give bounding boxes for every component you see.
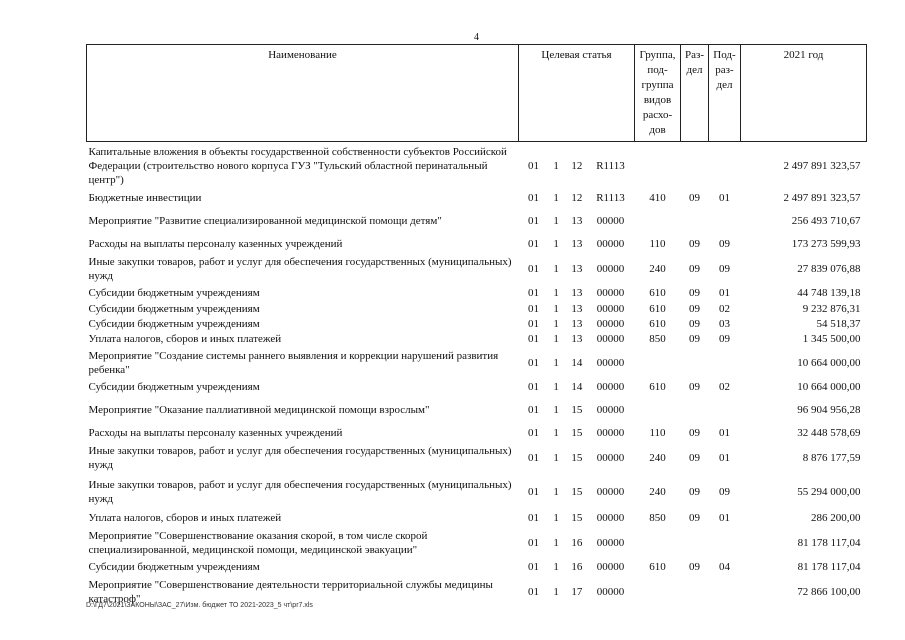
row-amount: 81 178 117,04 bbox=[797, 561, 861, 573]
target-code-direction: 00000 bbox=[596, 586, 625, 598]
table-row bbox=[87, 302, 867, 317]
row-target-article bbox=[519, 190, 635, 207]
row-section: 09 bbox=[689, 238, 700, 250]
target-code-program: 01 bbox=[528, 561, 539, 573]
row-target-article bbox=[519, 302, 635, 317]
target-code-direction: 00000 bbox=[596, 215, 625, 227]
target-code-program: 01 bbox=[528, 287, 539, 299]
row-target-article bbox=[519, 317, 635, 332]
row-name: Субсидии бюджетным учреждениям bbox=[88, 287, 260, 299]
row-subsection: 02 bbox=[719, 381, 730, 393]
row-target-article bbox=[519, 510, 635, 527]
row-expense-group: 110 bbox=[649, 238, 666, 250]
row-name: Мероприятие "Совершенствование оказания скорой, в том числе скорой специализированной, медицинской помощи, медицинской эвакуации" bbox=[88, 529, 428, 556]
table-row bbox=[87, 347, 867, 379]
row-expense-group bbox=[635, 527, 681, 559]
target-code-program: 01 bbox=[528, 333, 539, 345]
target-code-program: 01 bbox=[528, 485, 539, 498]
target-code-item: 16 bbox=[571, 536, 583, 549]
row-section: 09 bbox=[689, 333, 700, 345]
row-subsection: 09 bbox=[719, 333, 730, 345]
target-code-program: 01 bbox=[528, 159, 539, 172]
target-code-direction: 00000 bbox=[596, 262, 625, 275]
row-subsection bbox=[709, 142, 741, 190]
target-code-program: 01 bbox=[528, 262, 539, 275]
row-section: 09 bbox=[689, 192, 700, 204]
target-code-program: 01 bbox=[528, 238, 539, 250]
table-row bbox=[87, 510, 867, 527]
target-code-item: 16 bbox=[571, 561, 583, 573]
target-code-subprogram: 1 bbox=[553, 303, 559, 315]
row-subsection: 09 bbox=[719, 485, 730, 498]
target-code-subprogram: 1 bbox=[553, 159, 559, 172]
row-target-article bbox=[519, 236, 635, 253]
row-amount: 32 448 578,69 bbox=[797, 427, 861, 439]
target-code-direction: R1113 bbox=[596, 159, 625, 172]
budget-table bbox=[86, 44, 867, 609]
target-code-direction: 00000 bbox=[596, 287, 625, 299]
target-code-direction: 00000 bbox=[596, 356, 625, 369]
target-code-program: 01 bbox=[528, 356, 539, 369]
row-subsection: 01 bbox=[719, 192, 730, 204]
row-target-article bbox=[519, 559, 635, 576]
target-code-subprogram: 1 bbox=[553, 262, 559, 275]
target-code-direction: 00000 bbox=[596, 561, 625, 573]
row-amount: 81 178 117,04 bbox=[797, 536, 861, 549]
target-code-program: 01 bbox=[528, 404, 539, 416]
row-subsection: 01 bbox=[719, 427, 730, 439]
row-expense-group: 610 bbox=[649, 287, 666, 299]
target-code-item: 13 bbox=[571, 287, 583, 299]
row-expense-group: 240 bbox=[649, 451, 666, 464]
row-amount: 54 518,37 bbox=[816, 318, 861, 330]
target-code-direction: 00000 bbox=[596, 318, 625, 330]
target-code-item: 15 bbox=[571, 512, 583, 524]
row-section: 09 bbox=[689, 485, 700, 498]
row-name: Мероприятие "Оказание паллиативной медицинской помощи взрослым" bbox=[88, 404, 430, 416]
row-name: Капитальные вложения в объекты государственной собственности субъектов Российской Федерации (строительство нового корпуса ГУЗ "Тульский областной перинатальный центр") bbox=[88, 145, 507, 186]
row-section: 09 bbox=[689, 561, 700, 573]
table-row bbox=[87, 474, 867, 510]
row-expense-group bbox=[635, 207, 681, 236]
table-row bbox=[87, 253, 867, 285]
row-target-article bbox=[519, 442, 635, 474]
target-code-direction: 00000 bbox=[596, 303, 625, 315]
row-target-article bbox=[519, 474, 635, 510]
row-expense-group: 610 bbox=[649, 303, 666, 315]
row-subsection: 01 bbox=[719, 287, 730, 299]
row-amount: 286 200,00 bbox=[811, 512, 861, 524]
target-code-subprogram: 1 bbox=[553, 561, 559, 573]
row-expense-group bbox=[635, 142, 681, 190]
row-section bbox=[681, 527, 709, 559]
row-amount: 44 748 139,18 bbox=[797, 287, 861, 299]
row-target-article bbox=[519, 396, 635, 425]
row-name: Субсидии бюджетным учреждениям bbox=[88, 303, 260, 315]
target-code-program: 01 bbox=[528, 512, 539, 524]
row-amount: 10 664 000,00 bbox=[797, 381, 861, 393]
table-row bbox=[87, 332, 867, 347]
target-code-subprogram: 1 bbox=[553, 333, 559, 345]
row-section bbox=[681, 142, 709, 190]
row-amount: 8 876 177,59 bbox=[802, 451, 861, 464]
target-code-subprogram: 1 bbox=[553, 485, 559, 498]
row-section: 09 bbox=[689, 303, 700, 315]
target-code-direction: 00000 bbox=[596, 451, 625, 464]
target-code-item: 15 bbox=[571, 451, 583, 464]
target-code-subprogram: 1 bbox=[553, 451, 559, 464]
row-expense-group: 240 bbox=[649, 262, 666, 275]
row-expense-group bbox=[635, 347, 681, 379]
row-expense-group bbox=[635, 396, 681, 425]
row-name: Мероприятие "Совершенствование деятельности территориальной службы медицины катастроф" bbox=[88, 579, 493, 605]
row-amount: 9 232 876,31 bbox=[802, 303, 861, 315]
row-target-article bbox=[519, 207, 635, 236]
row-amount: 55 294 000,00 bbox=[797, 485, 861, 498]
row-target-article bbox=[519, 379, 635, 396]
target-code-program: 01 bbox=[528, 192, 539, 204]
row-subsection bbox=[709, 576, 741, 609]
target-code-direction: 00000 bbox=[596, 333, 625, 345]
row-expense-group bbox=[635, 576, 681, 609]
row-subsection bbox=[709, 396, 741, 425]
row-subsection bbox=[709, 527, 741, 559]
header-expense-group: Группа, под-группа видов расхо-дов bbox=[635, 45, 681, 142]
row-name: Субсидии бюджетным учреждениям bbox=[88, 318, 260, 330]
table-row bbox=[87, 425, 867, 442]
row-section: 09 bbox=[689, 287, 700, 299]
row-subsection: 09 bbox=[719, 262, 730, 275]
page-number: 4 bbox=[474, 32, 479, 43]
row-section bbox=[681, 207, 709, 236]
row-expense-group: 610 bbox=[649, 561, 666, 573]
target-code-item: 13 bbox=[571, 238, 583, 250]
file-path-footer: D:\ГД7\2021\ЗАКОНЫ\ЗАС_27\Изм. бюджет ТО 2021-2023_5 чт\pr7.xls bbox=[86, 602, 313, 609]
row-name: Мероприятие "Развитие специализированной медицинской помощи детям" bbox=[88, 215, 442, 227]
header-year: 2021 год bbox=[741, 45, 867, 142]
row-amount: 256 493 710,67 bbox=[791, 215, 861, 227]
header-name: Наименование bbox=[87, 45, 519, 142]
target-code-subprogram: 1 bbox=[553, 512, 559, 524]
table-row bbox=[87, 442, 867, 474]
row-name: Субсидии бюджетным учреждениям bbox=[88, 561, 260, 573]
target-code-program: 01 bbox=[528, 427, 539, 439]
row-target-article bbox=[519, 285, 635, 302]
row-section bbox=[681, 396, 709, 425]
row-name: Иные закупки товаров, работ и услуг для обеспечения государственных (муниципальных) нужд bbox=[88, 478, 512, 505]
target-code-program: 01 bbox=[528, 536, 539, 549]
row-name: Мероприятие "Создание системы раннего выявления и коррекции нарушений развития ребенка" bbox=[88, 349, 499, 376]
target-code-program: 01 bbox=[528, 586, 539, 598]
target-code-item: 13 bbox=[571, 215, 583, 227]
row-section: 09 bbox=[689, 262, 700, 275]
row-target-article bbox=[519, 332, 635, 347]
row-subsection: 02 bbox=[719, 303, 730, 315]
target-code-program: 01 bbox=[528, 215, 539, 227]
target-code-direction: 00000 bbox=[596, 485, 625, 498]
table-row bbox=[87, 285, 867, 302]
target-code-item: 15 bbox=[571, 404, 583, 416]
row-name: Уплата налогов, сборов и иных платежей bbox=[88, 333, 282, 345]
target-code-item: 17 bbox=[571, 586, 583, 598]
table-body bbox=[87, 142, 867, 609]
header-target-article: Целевая статья bbox=[519, 45, 635, 142]
row-amount: 10 664 000,00 bbox=[797, 356, 861, 369]
target-code-item: 13 bbox=[571, 262, 583, 275]
row-section: 09 bbox=[689, 512, 700, 524]
table-header-row bbox=[87, 45, 867, 142]
table-row bbox=[87, 190, 867, 207]
target-code-direction: 00000 bbox=[596, 536, 625, 549]
row-expense-group: 850 bbox=[649, 512, 666, 524]
row-name: Расходы на выплаты персоналу казенных учреждений bbox=[88, 238, 343, 250]
target-code-direction: 00000 bbox=[596, 381, 625, 393]
target-code-direction: R1113 bbox=[596, 192, 625, 204]
target-code-subprogram: 1 bbox=[553, 536, 559, 549]
row-expense-group: 610 bbox=[649, 318, 666, 330]
target-code-program: 01 bbox=[528, 303, 539, 315]
target-code-subprogram: 1 bbox=[553, 381, 559, 393]
target-code-item: 14 bbox=[571, 381, 583, 393]
table-row bbox=[87, 236, 867, 253]
target-code-program: 01 bbox=[528, 381, 539, 393]
target-code-subprogram: 1 bbox=[553, 192, 559, 204]
row-subsection bbox=[709, 207, 741, 236]
table-row bbox=[87, 142, 867, 190]
row-target-article bbox=[519, 527, 635, 559]
row-name: Расходы на выплаты персоналу казенных учреждений bbox=[88, 427, 343, 439]
row-expense-group: 410 bbox=[649, 192, 666, 204]
target-code-subprogram: 1 bbox=[553, 318, 559, 330]
target-code-item: 13 bbox=[571, 318, 583, 330]
table-row bbox=[87, 207, 867, 236]
table-row bbox=[87, 527, 867, 559]
target-code-direction: 00000 bbox=[596, 512, 625, 524]
header-subsection: Под-раз-дел bbox=[709, 45, 741, 142]
row-expense-group: 610 bbox=[649, 381, 666, 393]
table-row bbox=[87, 396, 867, 425]
header-section: Раз-дел bbox=[681, 45, 709, 142]
target-code-item: 14 bbox=[571, 356, 583, 369]
row-expense-group: 850 bbox=[649, 333, 666, 345]
row-amount: 1 345 500,00 bbox=[802, 333, 861, 345]
target-code-program: 01 bbox=[528, 451, 539, 464]
target-code-subprogram: 1 bbox=[553, 427, 559, 439]
target-code-item: 15 bbox=[571, 427, 583, 439]
target-code-program: 01 bbox=[528, 318, 539, 330]
row-target-article bbox=[519, 253, 635, 285]
row-section bbox=[681, 576, 709, 609]
row-subsection: 09 bbox=[719, 238, 730, 250]
row-amount: 27 839 076,88 bbox=[797, 262, 861, 275]
table-row bbox=[87, 317, 867, 332]
row-amount: 2 497 891 323,57 bbox=[783, 192, 861, 204]
target-code-item: 15 bbox=[571, 485, 583, 498]
target-code-subprogram: 1 bbox=[553, 586, 559, 598]
row-name: Субсидии бюджетным учреждениям bbox=[88, 381, 260, 393]
row-name: Уплата налогов, сборов и иных платежей bbox=[88, 512, 282, 524]
target-code-subprogram: 1 bbox=[553, 287, 559, 299]
target-code-direction: 00000 bbox=[596, 238, 625, 250]
target-code-item: 12 bbox=[571, 192, 583, 204]
row-target-article bbox=[519, 347, 635, 379]
target-code-subprogram: 1 bbox=[553, 356, 559, 369]
row-subsection: 03 bbox=[719, 318, 730, 330]
row-amount: 72 866 100,00 bbox=[797, 586, 861, 598]
row-name: Иные закупки товаров, работ и услуг для обеспечения государственных (муниципальных) нужд bbox=[88, 255, 512, 282]
row-subsection: 01 bbox=[719, 451, 730, 464]
row-expense-group: 110 bbox=[649, 427, 666, 439]
row-name: Бюджетные инвестиции bbox=[88, 192, 202, 204]
table-row bbox=[87, 559, 867, 576]
target-code-subprogram: 1 bbox=[553, 404, 559, 416]
target-code-item: 13 bbox=[571, 303, 583, 315]
target-code-subprogram: 1 bbox=[553, 215, 559, 227]
row-section: 09 bbox=[689, 381, 700, 393]
row-target-article bbox=[519, 425, 635, 442]
target-code-item: 12 bbox=[571, 159, 583, 172]
row-subsection: 04 bbox=[719, 561, 730, 573]
row-target-article bbox=[519, 576, 635, 609]
row-amount: 96 904 956,28 bbox=[797, 404, 861, 416]
row-name: Иные закупки товаров, работ и услуг для обеспечения государственных (муниципальных) нужд bbox=[88, 444, 512, 471]
target-code-subprogram: 1 bbox=[553, 238, 559, 250]
row-section bbox=[681, 347, 709, 379]
row-section: 09 bbox=[689, 451, 700, 464]
row-section: 09 bbox=[689, 427, 700, 439]
table-row bbox=[87, 379, 867, 396]
target-code-direction: 00000 bbox=[596, 404, 625, 416]
row-section: 09 bbox=[689, 318, 700, 330]
row-target-article bbox=[519, 142, 635, 190]
row-amount: 2 497 891 323,57 bbox=[783, 159, 861, 172]
row-expense-group: 240 bbox=[649, 485, 666, 498]
row-subsection: 01 bbox=[719, 512, 730, 524]
row-amount: 173 273 599,93 bbox=[791, 238, 861, 250]
row-subsection bbox=[709, 347, 741, 379]
target-code-item: 13 bbox=[571, 333, 583, 345]
target-code-direction: 00000 bbox=[596, 427, 625, 439]
